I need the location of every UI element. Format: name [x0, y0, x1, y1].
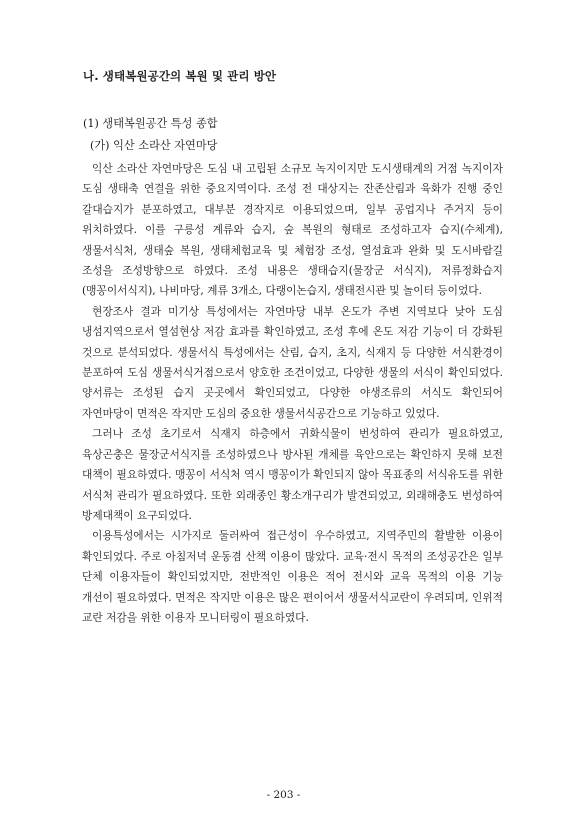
subsubsection-heading: (가) 익산 소라산 자연마당 — [90, 139, 218, 152]
body-text — [82, 159, 503, 628]
paragraph-1: 익산 소라산 자연마당은 도심 내 고립된 소규모 녹지이지만 도시생태계의 거점 녹지이자 도심 생태축 연결을 위한 중요지역이다. 조성 전 대상지는 잔존산림과 육화가 진행 중인 갈대습지가 분포하였고, 대부분 경작지로 이용되었으며, 일부 공업지나 주거지 등이 위치하였다. 이를 구릉성 계류와 습지, 숲 복원의 형태로 조성하고자 습지(수체계), 생물서식처, 생태숲 복원, 생태체험교육 및 체험장 조성, 열섬효과 완화 및 도시바람길 조성을 조성방향으로 하였다. 조성 내용은 생태습지(물장군 서식지), 저류정화습지(맹꽁이서식지), 나비마당, 계류 3개소, 다랭이논습지, 생태전시관 및 놀이터 등이었다. — [82, 162, 503, 298]
paragraph-3: 그러나 조성 초기로서 식재지 하층에서 귀화식물이 번성하여 관리가 필요하였고, 육상곤충은 물장군서식지를 조성하였으나 방사된 개체를 육안으로는 확인하지 못해 보전 대책이 필요하였다. 맹꽁이 서식처 역시 맹꽁이가 확인되지 않아 목표종의 서식유도를 위한 서식처 관리가 필요하였다. 또한 외래종인 황소개구리가 발견되었고, 외래해충도 번성하여 방제대책이 요구되었다. — [82, 427, 503, 522]
paragraph-2: 현장조사 결과 미기상 특성에서는 자연마당 내부 온도가 주변 지역보다 낮아 도심 냉섬지역으로서 열섬현상 저감 효과를 확인하였고, 조성 후에 온도 저감 기능이 더 강화된 것으로 분석되었다. 생물서식 특성에서는 산림, 습지, 초지, 식재지 등 다양한 서식환경이 분포하여 도심 생물서식거점으로서 양호한 조건이었고, 다양한 생물의 서식이 확인되었다. 양서류는 조성된 습지 곳곳에서 확인되었고, 다양한 야생조류의 서식도 확인되어 자연마당이 면적은 작지만 도심의 중요한 생물서식공간으로 기능하고 있었다. — [82, 304, 503, 420]
subsection-heading: (1) 생태복원공간 특성 종합 — [83, 117, 218, 130]
section-title: 나. 생태복원공간의 복원 및 관리 방안 — [83, 69, 277, 83]
paragraph-4: 이용특성에서는 시가지로 둘러싸여 접근성이 우수하였고, 지역주민의 활발한 이용이 확인되었다. 주로 아침저녁 운동겸 산책 이용이 많았다. 교육·전시 목적의 조성공간은 일부 단체 이용자들이 확인되었지만, 전반적인 이용은 적어 전시와 교육 목적의 이용 기능 개선이 필요하였다. 면적은 작지만 이용은 많은 편이어서 생물서식교란이 우려되며, 인위적 교란 저감을 위한 이용자 모니터링이 필요하였다. — [82, 529, 503, 624]
page-number: - 203 - — [266, 789, 301, 801]
